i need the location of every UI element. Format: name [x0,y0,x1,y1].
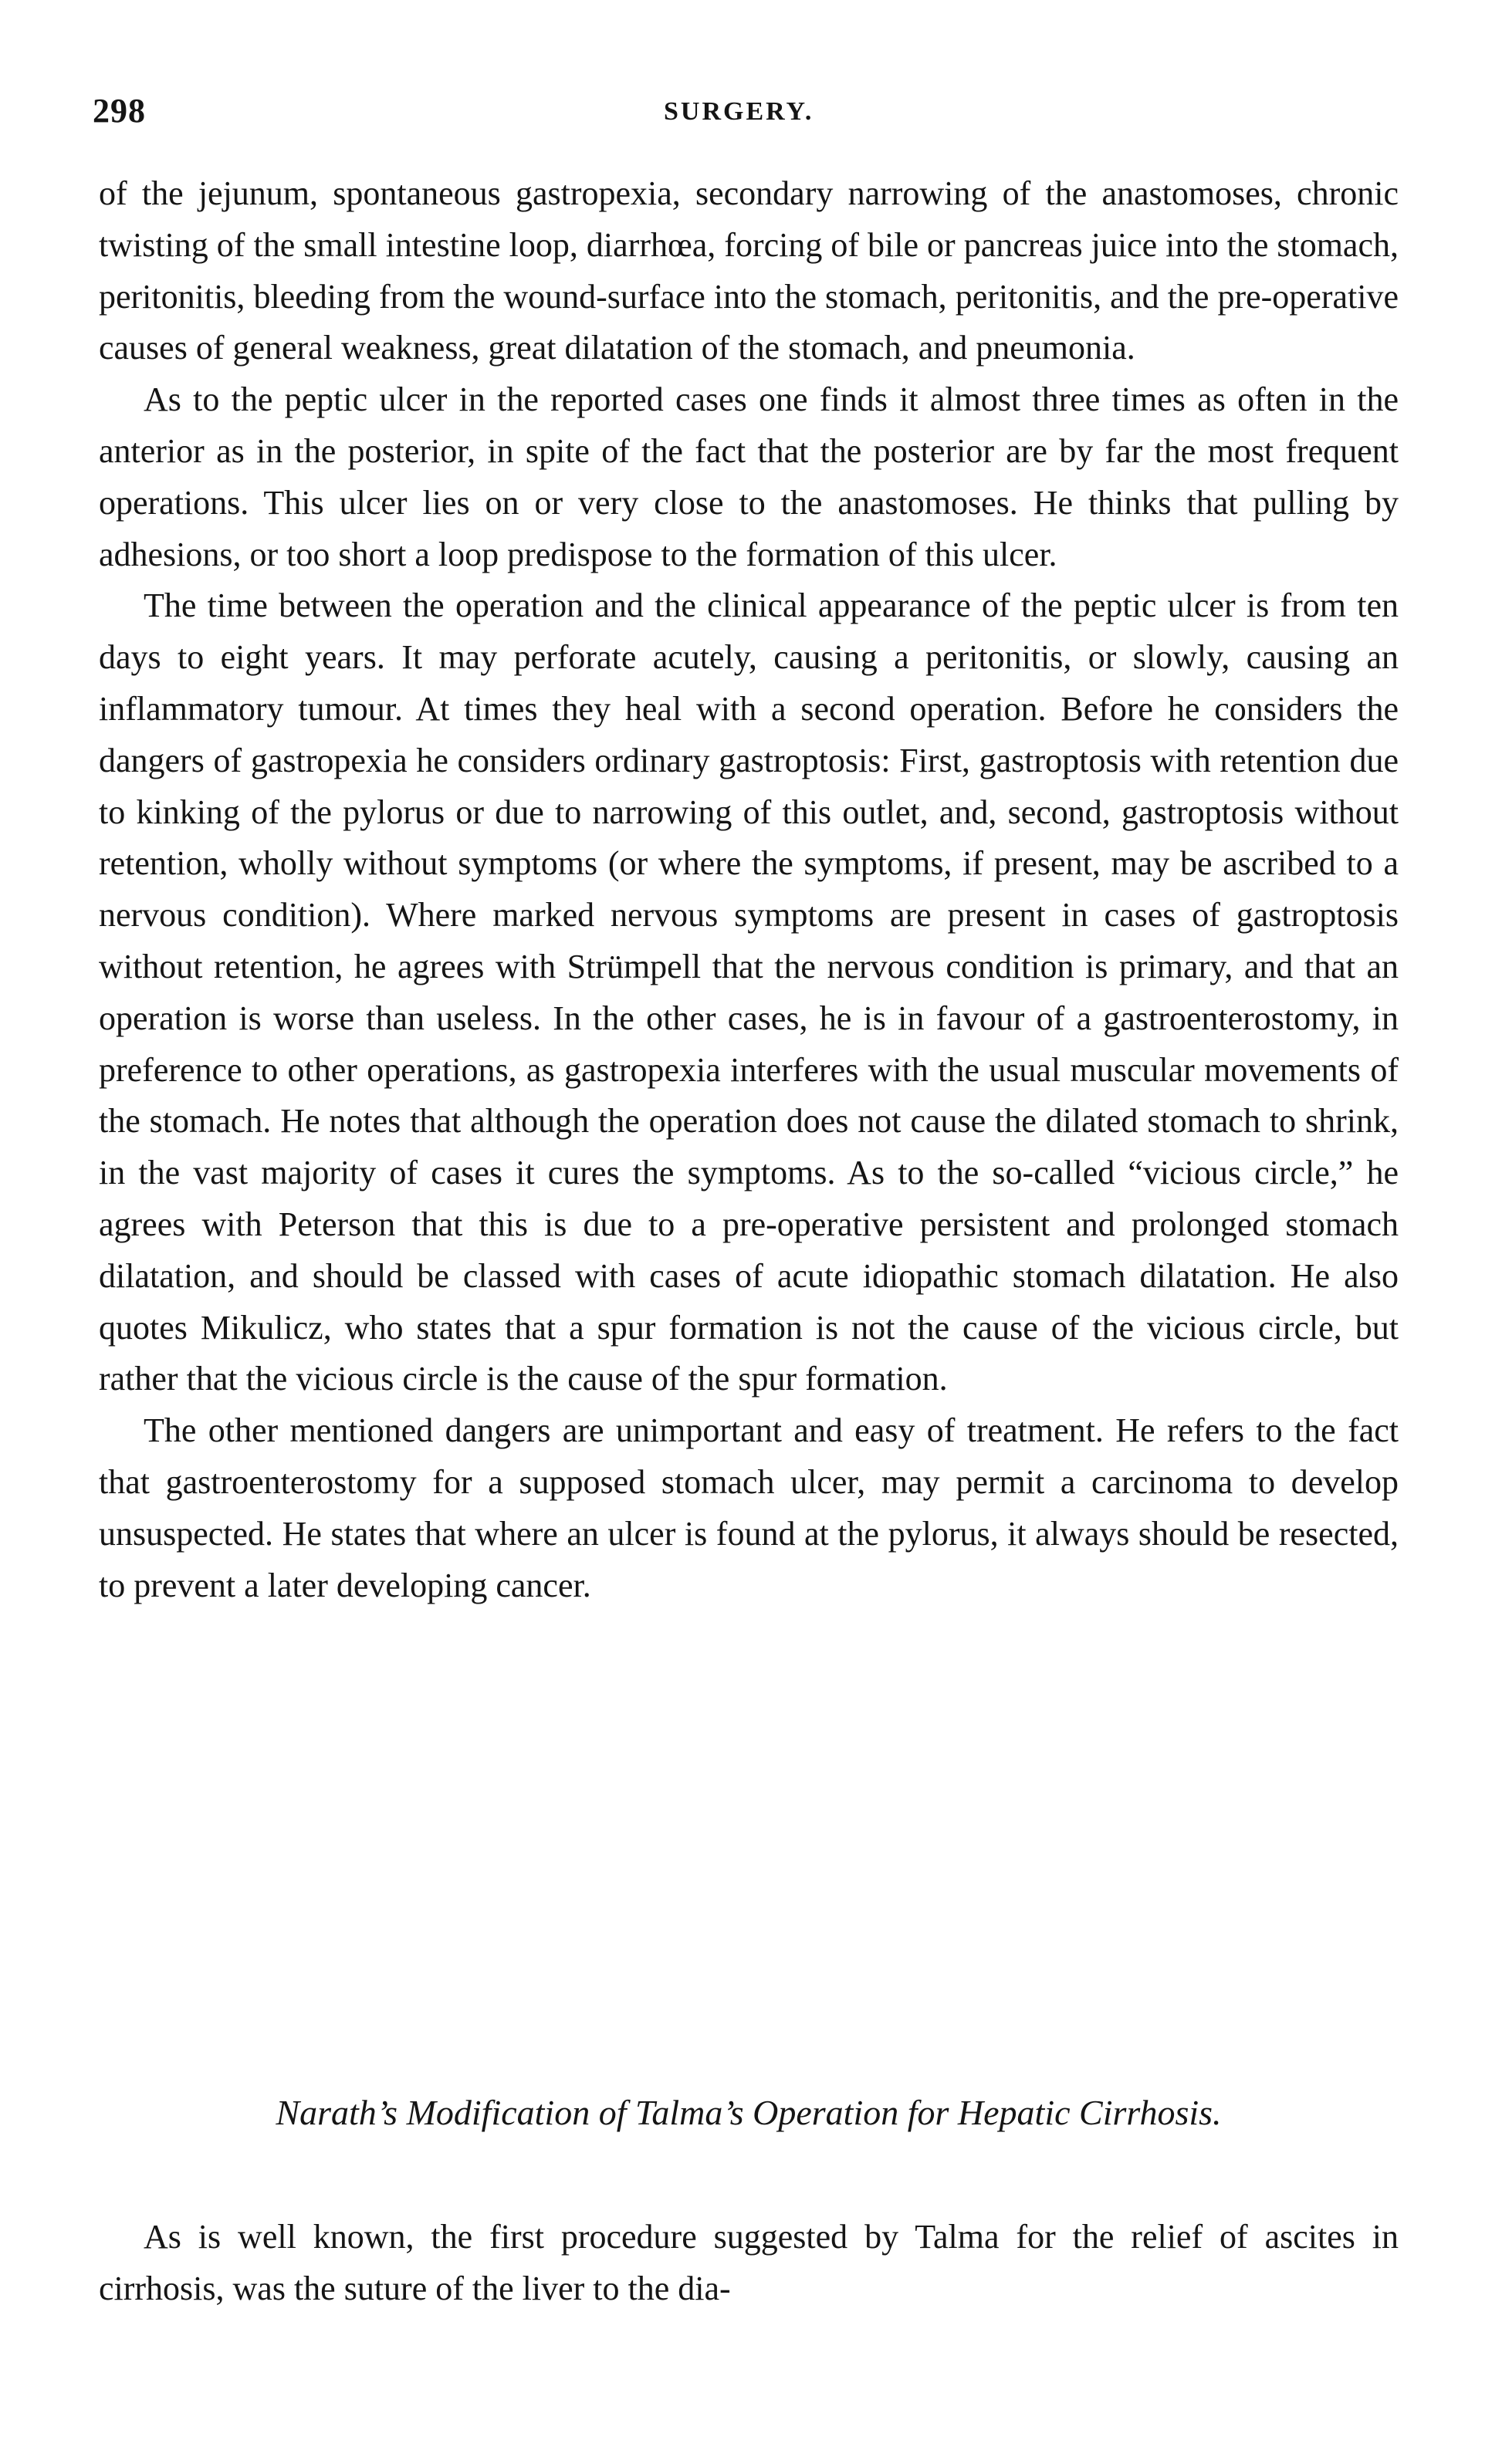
running-head: SURGERY. [664,97,814,126]
section-heading: Narath’s Modification of Talma’s Operation for Hepatic Cirrhosis. [276,2093,1222,2132]
body-text [99,168,1399,1611]
paragraph-peptic-ulcer: As to the peptic ulcer in the reported cases one finds it almost three times as often in the anterior as in the posterior, in spite of the fact that the posterior are by far the most frequent operations. This ulcer lies on or very close to the anastomoses. He thinks that pulling by adhesions, or too short a loop predispose to the formation of this ulcer. [99,380,1399,573]
paragraph-talma: As is well known, the first procedure suggested by Talma for the relief of ascites in cirrhosis, was the suture of the liver to the dia- [99,2218,1399,2307]
closing-text [99,2212,1399,2315]
paragraph-continued: of the jejunum, spontaneous gastropexia, secondary narrowing of the anastomoses, chronic twisting of the small intestine loop, diarrhœa, forcing of bile or pancreas juice into the stomach, peritonitis, bleeding from the wound-surface into the stomach, peritonitis, and the pre-operative causes of general weakness, great dilatation of the stomach, and pneumonia. [99,174,1399,367]
paragraph-time-between: The time between the operation and the clinical appearance of the peptic ulcer is from ten days to eight years. It may perforate acutely, causing a peritonitis, or slowly, causing an inflammatory tumour. At times they heal with a second operation. Before he considers the dangers of gastropexia he considers ordinary gastroptosis: First, gastroptosis with retention due to kinking of the pylorus or due to narrowing of this outlet, and, second, gastroptosis without retention, wholly without symptoms (or where the symptoms, if present, may be ascribed to a nervous condition). Where marked nervous symptoms are present in cases of gastroptosis without retention, he agrees with Strümpell that the nervous condition is primary, and that an operation is worse than useless. In the other cases, he is in favour of a gastroenterostomy, in preference to other operations, as gastropexia interferes with the usual muscular movements of the stomach. He notes that although the operation does not cause the dilated stomach to shrink, in the vast majority of cases it cures the symptoms. As to the so-called “vicious circle,” he agrees with Peterson that this is due to a pre-operative persistent and prolonged stomach dilatation, and should be classed with cases of acute idiopathic stomach dilatation. He also quotes Mikulicz, who states that a spur formation is not the cause of the vicious circle, but rather that the vicious circle is the cause of the spur formation. [99,586,1399,1398]
page-number: 298 [93,92,146,130]
paragraph-other-dangers: The other mentioned dangers are unimportant and easy of treatment. He refers to the fact that gastroenterostomy for a supposed stomach ulcer, may permit a carcinoma to develop unsuspected. He states that where an ulcer is found at the pylorus, it always should be resected, to prevent a later developing cancer. [99,1411,1399,1604]
page-header [93,91,1420,137]
